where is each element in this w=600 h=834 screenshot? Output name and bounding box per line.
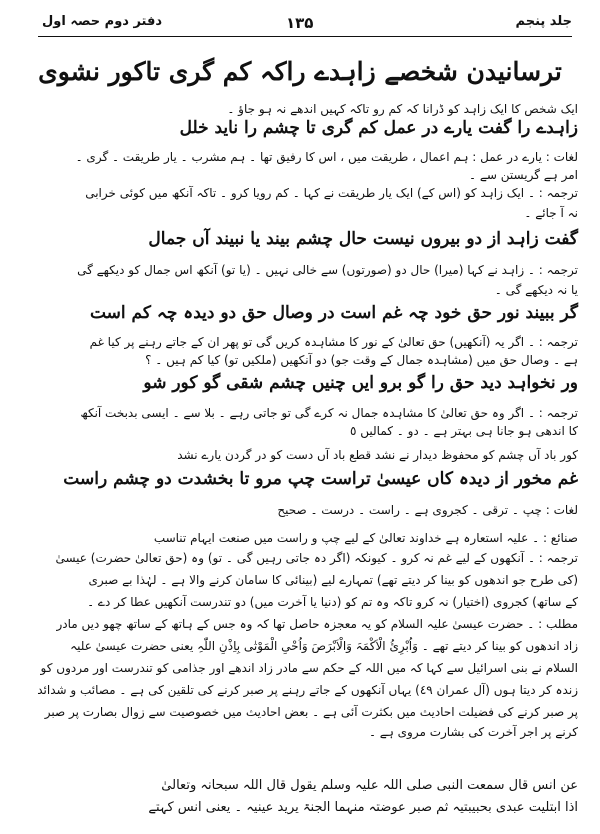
text-line: ہے ۔ وصال حق میں (مشاہدہ جمال کے وقت جو) دو آنکھیں (ملکیں تو) کیا کم ہیں ۔ ؟ bbox=[145, 353, 578, 367]
persian-couplet: گر ببیند نور حق خود چہ غم است در وصال حق دو دیدہ چہ کم است bbox=[89, 303, 578, 323]
hadith-line: عن انس قال سمعت النبی صلی اللہ علیہ وسلم یقول قال اللہ سبحانہ وتعالیٰ bbox=[161, 778, 578, 793]
text-line: کا اندھی ہو جانا ہی بہتر ہے ۔ دو ۔ کمالیں ٥ bbox=[349, 424, 578, 438]
persian-couplet: غم مخور از دیدہ کاں عیسیٰ تراست چپ مرو تا بخشدت دو چشم راست bbox=[63, 469, 578, 489]
vocabulary-line: لغات : چپ ۔ ترقی ۔ کجروی ہے ۔ راست ۔ درست ۔ صحیح bbox=[277, 503, 578, 517]
text-line: (کی طرح جو اندھوں کو بینا کر دیتے تھے) تمہارے لیے (بینائی کا سامان کرنے والا ہے ۔ لہٰذا بے صبری bbox=[88, 573, 578, 587]
quoted-couplet: کور باد آں چشم کو محفوظ دیدار نے نشد قطع باد آں دست کو در گردن یارے نشد bbox=[177, 448, 578, 462]
translation-line: ترجمہ : ۔ اگر یہ (آنکھیں) حق تعالیٰ کے نور کا مشاہدہ کریں گی تو پھر ان کے جاتے رہنے پر کیا غم bbox=[89, 335, 578, 349]
text-line: کرنے پر اجر آخرت کی بشارت مروی ہے ۔ bbox=[368, 725, 578, 739]
persian-couplet: گفت زاہد از دو بیروں نیست حال چشم بیند یا نبیند آں جمال bbox=[148, 229, 578, 249]
persian-couplet: زاہدے را گفت یارے در عمل کم گری تا چشم را ناید خلل bbox=[179, 118, 578, 138]
translation-line: ترجمہ : ۔ اگر وہ حق تعالیٰ کا مشاہدہ جمال نہ کرے گی تو جاتی رہے ۔ بلا سے ۔ ایسی بدبخت آنکھ bbox=[80, 406, 578, 420]
text-line: نہ آ جائے ۔ bbox=[524, 206, 578, 220]
page-number: ۱۳۵ bbox=[286, 14, 314, 32]
vocabulary-line: لغات : یارے در عمل : ہم اعمال ، طریقت میں ، اس کا رفیق تھا ۔ ہم مشرب ۔ یار طریقت ۔ گری ۔ bbox=[75, 150, 578, 164]
text-line: کے ساتھ) کجروی (اختیار) نہ کرو تاکہ وہ تم کو (دنیا یا آخرت میں) دو تندرست آنکھیں عطا کر دے ۔ bbox=[87, 595, 578, 609]
persian-couplet: ور نخواہد دید حق را گو برو ایں چنیں چشم شقی گو کور شو bbox=[143, 373, 578, 393]
translation-line: ترجمہ : ۔ زاہد نے کہا (میرا) حال دو (صورتوں) سے خالی نہیں ۔ (یا تو) آنکھ اس جمال کو دیکھے گی bbox=[77, 263, 578, 277]
text-line: زندہ کر دیتا ہوں (آل عمران ٤٩) یہاں آنکھوں کے جاتے رہنے پر صبر کرنے کی تلقین کی ہے ۔ مصائب و شدائد bbox=[37, 683, 578, 697]
intro-line: ایک شخص کا ایک زاہد کو ڈرانا کہ کم رو تاکہ کہیں اندھے نہ ہو جاؤ ۔ bbox=[227, 102, 578, 116]
commentary-line: مطلب : ۔ حضرت عیسیٰ علیہ السلام کو یہ معجزہ حاصل تھا کہ وہ جس کے ہاتھ کے ساتھ چھو دیں مادر bbox=[56, 617, 578, 631]
header-rule bbox=[38, 36, 572, 37]
translation-line: ترجمہ : ۔ آنکھوں کے لیے غم نہ کرو ۔ کیونکہ (اگر دہ جاتی رہیں گی ۔ تو) وہ (حق تعالیٰ حضرت) عیسیٰ bbox=[55, 551, 578, 565]
text-line: زاد اندھوں کو بینا کر دیتے تھے ۔ وَاُبْرِئُ الْاَکْمَہَ وَالْاَبْرَصَ وَاُحْیِ الْمَوْتٰی بِاِذْنِ اللّٰہِ یعنی حضرت عیسیٰ علیہ bbox=[70, 639, 578, 653]
rhetoric-line: صنائع : ۔ علیہ استعارہ ہے خداوند تعالیٰ کے لیے چپ و راست میں صنعت ایہام تناسب bbox=[153, 531, 578, 545]
text-line: یا نہ دیکھے گی ۔ bbox=[494, 283, 578, 297]
text-line: امر ہے گریستن سے ۔ bbox=[469, 168, 578, 182]
text-line: پر صبر کرنے کی فضیلت احادیث میں بکثرت آئی ہے ۔ بعض احادیث میں خصوصیت سے زوال بصارت پر صبر bbox=[44, 705, 578, 719]
hadith-line: اذا ابتلیت عبدی بحبیبتیہ ثم صبر عوضتہ منہما الجنۃ یرید عینیہ ۔ یعنی انس کہتے bbox=[148, 800, 578, 815]
translation-line: ترجمہ : ۔ ایک زاہد کو (اس کے) ایک یار طریقت نے کہا ۔ کم رویا کرو ۔ تاکہ آنکھ میں کوئی خرابی bbox=[85, 186, 578, 200]
volume-header: جلد پنجم bbox=[515, 14, 572, 29]
section-header: دفتر دوم حصہ اول bbox=[42, 14, 163, 29]
text-line: السلام نے بنی اسرائیل سے کہا کہ میں اللہ کے حکم سے مادر زاد اندھے اور جذامی کو تندرست اور مردوں کو bbox=[40, 661, 578, 675]
chapter-title: ترسانیدن شخصے زاہدے راکہ کم گری تاکور نشوی bbox=[38, 57, 562, 86]
